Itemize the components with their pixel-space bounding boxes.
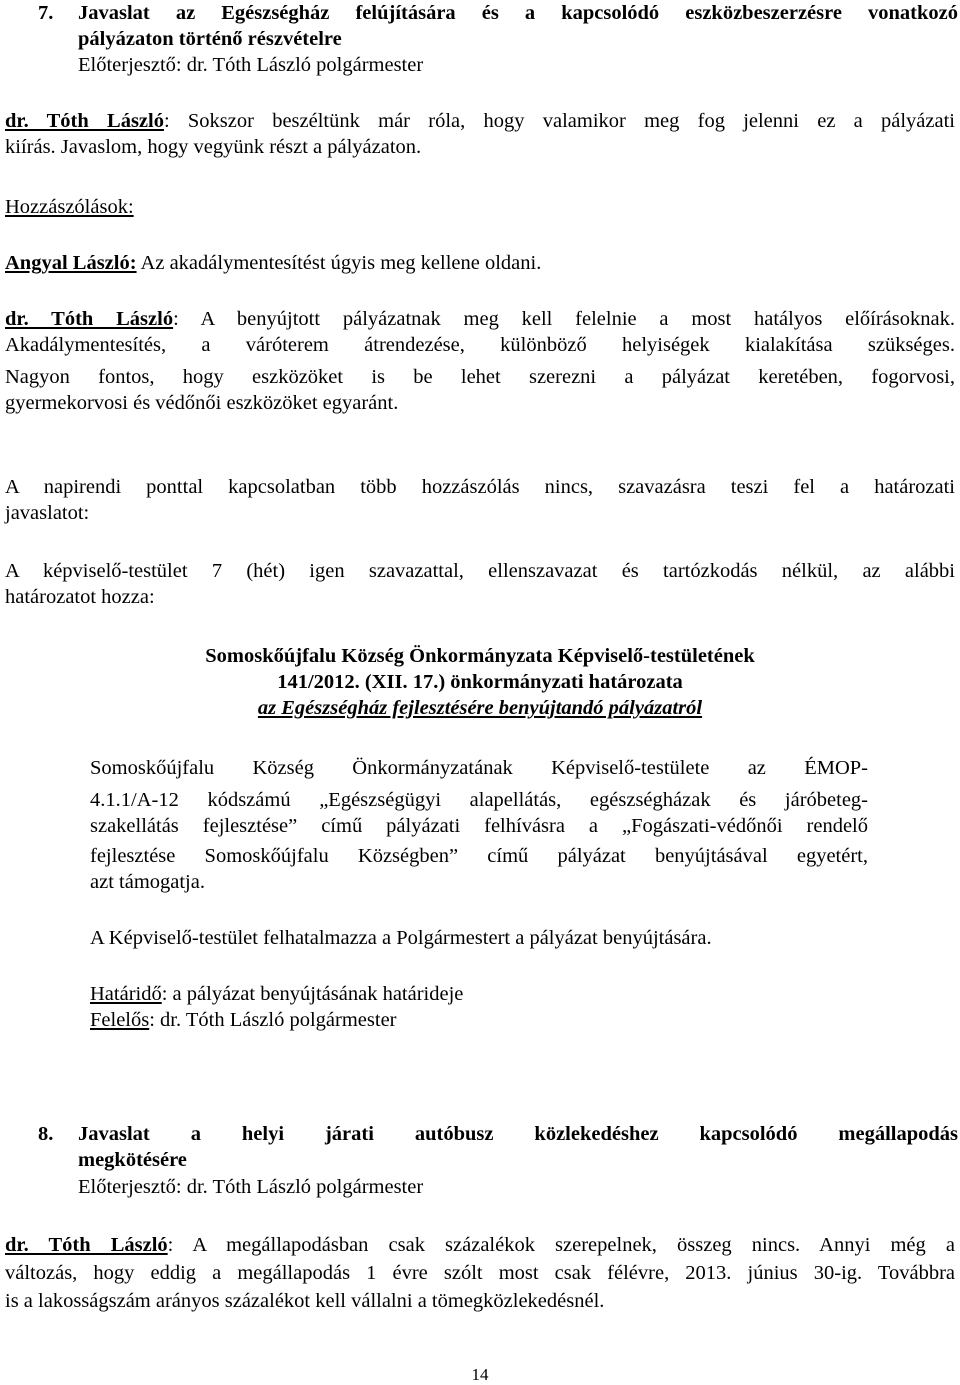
item7-title-line1: Javaslat az Egészségház felújítására és a kapcsolódó eszközbeszerzésre vonatkozó <box>78 2 958 24</box>
resolution-body-line5: azt támogatja. <box>90 871 205 893</box>
resolution-title3: az Egészségház fejlesztésére benyújtandó pályázatról <box>257 697 703 719</box>
para1-text1: : Sokszor beszéltünk már róla, hogy valamikor meg fog jelenni ez a pályázati <box>163 110 955 132</box>
responsible-label: Felelős <box>90 1009 150 1031</box>
para2-text1: : A benyújtott pályázatnak meg kell felelnie a most hatályos előírásoknak. <box>173 308 955 330</box>
resolution-body-line2: 4.1.1/A-12 kódszámú „Egészségügyi alapellátás, egészségházak és járóbeteg- <box>90 789 868 811</box>
resolution-authorization: A Képviselő-testület felhatalmazza a Polgármestert a pályázat benyújtására. <box>90 927 712 949</box>
deadline-line <box>90 981 868 1007</box>
angyal-speaker: Angyal László: <box>5 252 137 274</box>
angyal-line <box>5 250 955 276</box>
para3-line1 <box>5 1232 955 1258</box>
responsible-line <box>90 1007 868 1033</box>
para3-text1: : A megállapodásban csak százalékok szerepelnek, összeg nincs. Annyi még a <box>167 1234 955 1256</box>
resolution-title2: 141/2012. (XII. 17.) önkormányzati határozata <box>277 671 683 693</box>
comments-heading: Hozzászólások: <box>5 196 134 218</box>
resolution-title1: Somoskőújfalu Község Önkormányzata Képviselő-testületének <box>205 645 755 667</box>
para1-line1 <box>5 108 955 134</box>
item8-title-line2: megkötésére <box>78 1149 187 1171</box>
responsible-text: : dr. Tóth László polgármester <box>149 1009 397 1031</box>
para3-line3: is a lakosságszám arányos százalékot kell vállalni a tömegközlekedésnél. <box>5 1290 605 1312</box>
para2-line2: Akadálymentesítés, a váróterem átrendezése, különböző helyiségek kialakítása szükséges. <box>5 334 955 356</box>
item8-title-line1: Javaslat a helyi járati autóbusz közlekedéshez kapcsolódó megállapodás <box>78 1123 958 1145</box>
deadline-text: : a pályázat benyújtásának határideje <box>161 983 464 1005</box>
para2-speaker: dr. Tóth László <box>5 308 174 330</box>
resolution-body-line4: fejlesztése Somoskőújfalu Községben” című pályázat benyújtásával egyetért, <box>90 845 868 867</box>
page-number: 14 <box>471 1365 489 1384</box>
item7-title-line2: pályázaton történő részvételre <box>78 28 342 50</box>
vote-result-line2: határozatot hozza: <box>5 586 155 608</box>
resolution-body-line1: Somoskőújfalu Község Önkormányzatának Képviselő-testülete az ÉMOP- <box>90 757 868 779</box>
vote-result-line1: A képviselő-testület 7 (hét) igen szavazattal, ellenszavazat és tartózkodás nélkül, az alábbi <box>5 560 955 582</box>
deadline-label: Határidő <box>90 983 162 1005</box>
para2-line3: Nagyon fontos, hogy eszközöket is be lehet szerezni a pályázat keretében, fogorvosi, <box>5 366 955 388</box>
para2-line4: gyermekorvosi és védőnői eszközöket egyaránt. <box>5 392 399 414</box>
angyal-text: Az akadálymentesítést úgyis meg kellene oldani. <box>136 252 542 274</box>
item8-presenter: Előterjesztő: dr. Tóth László polgármester <box>78 1176 424 1198</box>
item8-number: 8. <box>38 1123 54 1145</box>
para3-line2: változás, hogy eddig a megállapodás 1 évre szólt most csak félévre, 2013. június 30-ig. Továbbra <box>5 1262 955 1284</box>
para1-line2: kiírás. Javaslom, hogy vegyünk részt a pályázaton. <box>5 136 422 158</box>
para2-line1 <box>5 306 955 332</box>
vote-intro-line2: javaslatot: <box>5 502 90 524</box>
para3-speaker: dr. Tóth László <box>5 1234 168 1256</box>
para1-speaker: dr. Tóth László <box>5 110 164 132</box>
vote-intro-line1: A napirendi ponttal kapcsolatban több hozzászólás nincs, szavazásra teszi fel a határozati <box>5 476 955 498</box>
item7-presenter: Előterjesztő: dr. Tóth László polgármester <box>78 54 424 76</box>
resolution-body-line3: szakellátás fejlesztése” című pályázati felhívásra a „Fogászati-védőnői rendelő <box>90 815 868 837</box>
item7-number: 7. <box>38 2 54 24</box>
